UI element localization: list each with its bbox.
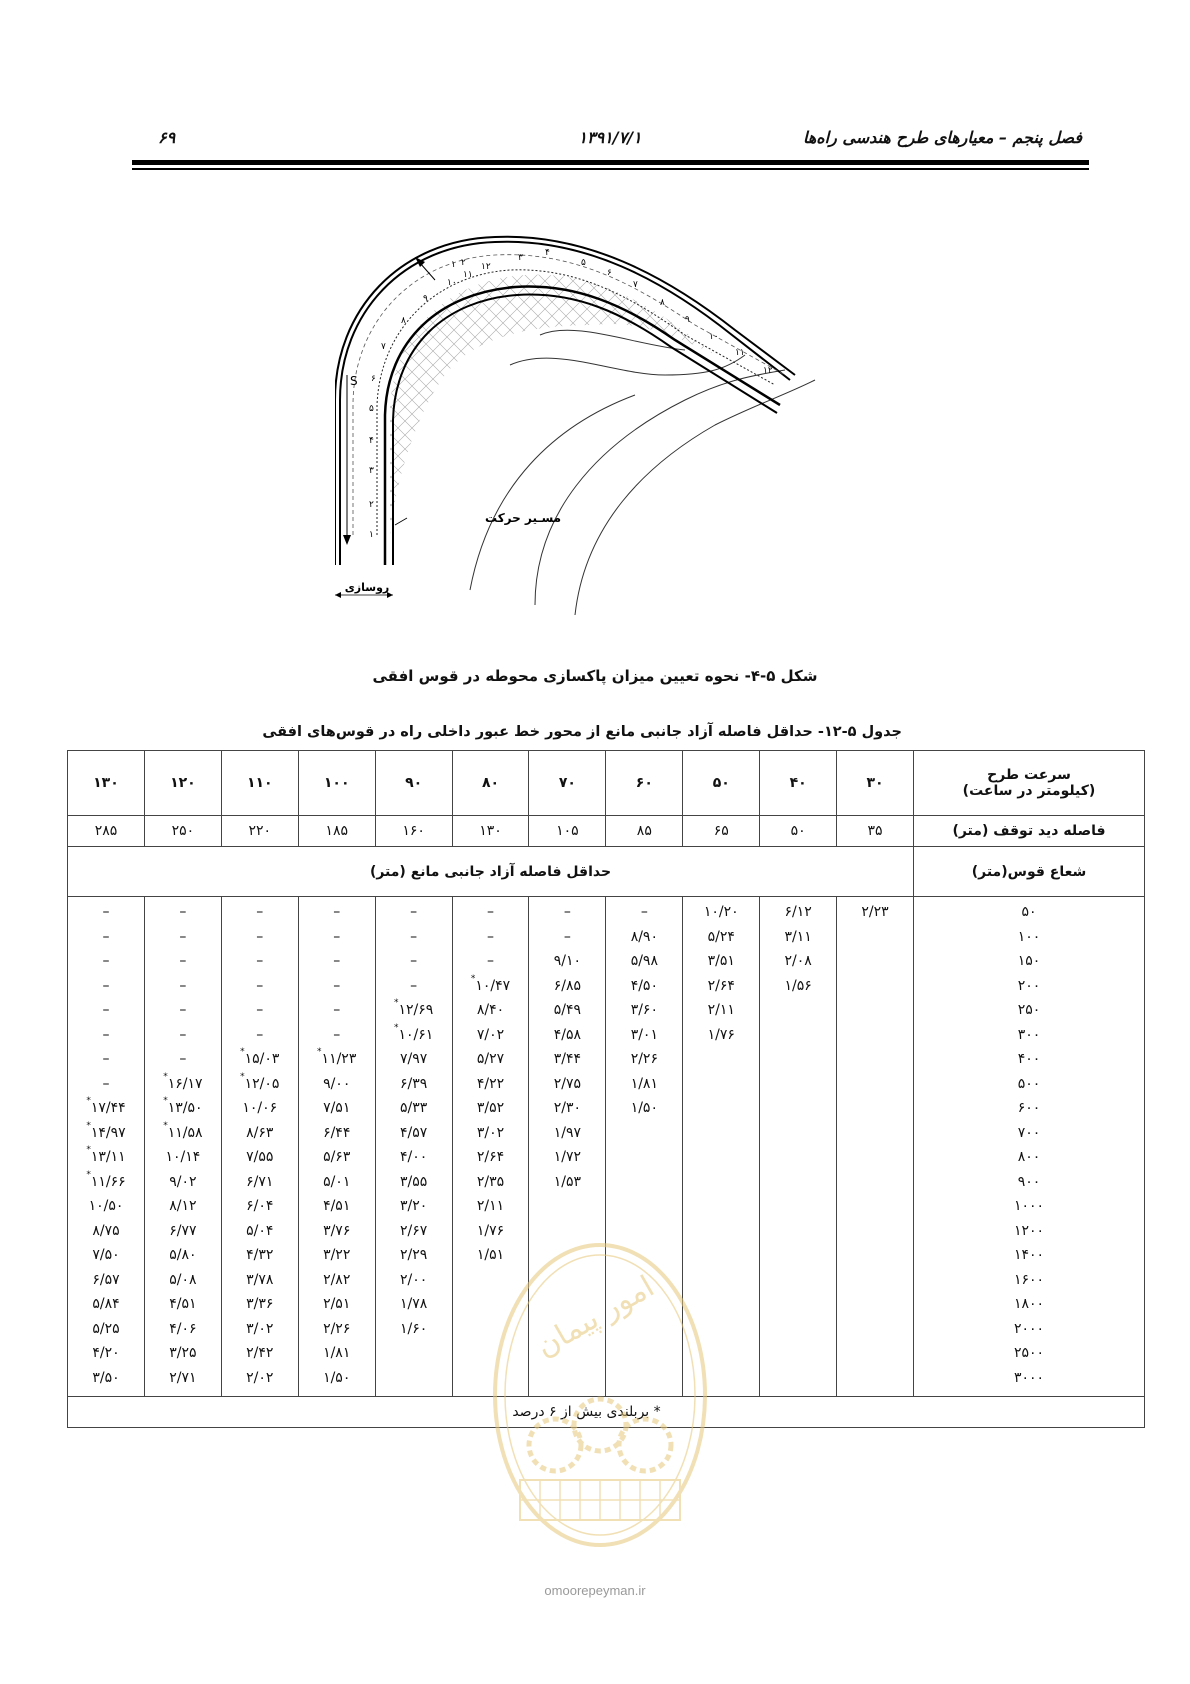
clearance-value: ۳/۱۱ (784, 928, 812, 945)
header-rule-thick (132, 160, 1089, 165)
clearance-value: ۱۴/۹۷* (86, 1120, 126, 1141)
clearance-value: ۶/۷۱ (246, 1173, 274, 1190)
clearance-value: ۱۰/۴۷* (470, 973, 511, 994)
clearance-value: ۵/۸۰ (169, 1247, 197, 1263)
watermark-logo (485, 1230, 715, 1560)
mark-label: ۸ (660, 298, 665, 308)
mark-label: ۱۱ (735, 348, 745, 358)
clearance-value: ۴/۳۲ (246, 1247, 274, 1263)
clearance-value: – (487, 928, 495, 945)
clearance-value: ۱/۵۱ (476, 1247, 505, 1263)
clearance-value: – (102, 1026, 110, 1043)
stopping-cell: ۱۳۰ (452, 816, 529, 847)
header-date: ۱۳۹۱/۷/۱ (578, 128, 642, 147)
clearance-value: ۵/۴۹ (553, 1002, 582, 1018)
clearance-value: ۲/۶۴ (707, 977, 735, 994)
label-pavement: روسازی (344, 581, 390, 594)
radius-value: ۹۰۰ (1017, 1173, 1041, 1190)
clearance-value: ۶/۳۹ (399, 1075, 428, 1092)
clearance-value: ۲/۲۶ (323, 1320, 351, 1337)
value-column (375, 897, 452, 1397)
cleared-area (390, 275, 715, 535)
clearance-value: ۲/۱۱ (476, 1198, 505, 1214)
clearance-value: ۲/۷۵ (553, 1075, 582, 1092)
clearance-value: ۴/۰۶ (169, 1320, 197, 1337)
clearance-value: – (563, 928, 571, 945)
radius-value: ۱۸۰۰ (1013, 1296, 1045, 1312)
clearance-value: ۶/۰۴ (246, 1198, 274, 1214)
clearance-value: ۱/۶۰ (399, 1320, 428, 1337)
radius-value: ۲۰۰ (1017, 977, 1041, 994)
clearance-value: – (333, 1026, 341, 1043)
sight-arrowhead (415, 257, 425, 267)
radius-value: ۱۰۰۰ (1013, 1198, 1045, 1214)
stopping-cell: ۱۸۵ (298, 816, 375, 847)
clearance-value: – (102, 1002, 110, 1018)
clearance-value: ۹/۰۲ (169, 1173, 197, 1190)
clearance-value: ۱۱/۶۶* (86, 1169, 126, 1190)
value-column (68, 897, 145, 1397)
clearance-value: – (410, 904, 418, 920)
clearance-value: – (333, 928, 341, 945)
speed-cell: ۷۰ (529, 751, 606, 816)
clearance-value: – (410, 977, 418, 994)
table-footnote: * بربلندی بیش از ۶ درصد (68, 1397, 1145, 1428)
stopping-cell: ۲۸۵ (68, 816, 145, 847)
clearance-value: ۷/۹۷ (399, 1051, 428, 1067)
radius-value: ۵۰۰ (1017, 1075, 1041, 1092)
clearance-value: ۱/۷۶ (707, 1026, 735, 1043)
clearance-value: – (102, 953, 110, 969)
speed-row (68, 751, 1145, 816)
clearance-value: ۵/۸۴ (92, 1296, 120, 1312)
clearance-value: ۴/۰۰ (399, 1149, 428, 1165)
mark-label: ۱۰ (709, 332, 719, 342)
clearance-value: ۴/۵۰ (630, 977, 658, 994)
clearance-value: ۸/۶۳ (246, 1124, 274, 1141)
clearance-value: – (179, 1002, 187, 1018)
mark-label: ۴ (369, 436, 374, 446)
clearance-value: – (102, 977, 110, 994)
clearance-value: ۱۱/۵۸* (163, 1120, 203, 1141)
clearance-value: – (333, 977, 341, 994)
stopping-cell: ۲۵۰ (144, 816, 221, 847)
speed-cell: ۴۰ (760, 751, 837, 816)
radius-value: ۷۰۰ (1017, 1124, 1041, 1141)
stopping-cell: ۳۵ (837, 816, 914, 847)
clearance-value: – (640, 904, 648, 920)
watermark-text: امور پیمان (530, 1269, 661, 1365)
clearance-value: ۳/۲۰ (399, 1198, 428, 1214)
clearance-value: ۶/۷۷ (169, 1222, 197, 1239)
clearance-value: ۵/۰۴ (246, 1222, 274, 1239)
clearance-value: ۳/۳۶ (246, 1296, 274, 1312)
speed-label-line1: سرعت طرح (987, 767, 1071, 783)
clearance-value: – (179, 1026, 187, 1043)
clearance-value: ۳/۷۶ (323, 1222, 351, 1239)
mark-label: ۶ (607, 268, 612, 278)
clearance-value: ۳/۰۲ (476, 1124, 505, 1141)
radius-value: ۱۶۰۰ (1013, 1271, 1045, 1288)
clearance-value: ۱/۵۰ (323, 1369, 351, 1386)
clearance-value: ۳/۵۲ (476, 1100, 505, 1116)
stopping-row (68, 816, 1145, 847)
clearance-value: ۲/۳۰ (553, 1100, 582, 1116)
clearance-value: – (256, 953, 264, 969)
clearance-value: ۷/۰۲ (476, 1026, 505, 1043)
watermark-url: omoorepeyman.ir (544, 1583, 646, 1598)
clearance-value: – (102, 1075, 110, 1092)
stopping-cell: ۶۵ (683, 816, 760, 847)
clearance-value: ۱۰/۱۴ (165, 1149, 201, 1165)
contour-line (470, 395, 635, 590)
radius-value: ۲۰۰۰ (1013, 1320, 1045, 1337)
clearance-value: ۲/۲۳ (861, 904, 889, 920)
clearance-value: ۱/۸۱ (323, 1345, 351, 1361)
clearance-value: ۱۲/۰۵* (240, 1071, 280, 1092)
clearance-value: ۳/۶۰ (630, 1002, 658, 1018)
mark-label: ۲ (369, 500, 374, 510)
clearance-value: ۵/۲۴ (707, 928, 735, 945)
clearance-value: ۱/۷۶ (476, 1222, 505, 1239)
speed-cell: ۳۰ (837, 751, 914, 816)
clearance-value: ۳/۵۱ (707, 953, 735, 969)
clearance-value: ۳/۲۵ (169, 1345, 197, 1361)
mark-label: ۲ (461, 258, 466, 268)
radius-value: ۱۲۰۰ (1013, 1222, 1045, 1239)
curve-clearance-figure (335, 225, 875, 650)
radius-value: ۲۵۰۰ (1013, 1345, 1045, 1361)
stopping-cell: ۱۰۵ (529, 816, 606, 847)
radius-value: ۴۰۰ (1017, 1051, 1041, 1067)
clearance-value: ۳/۰۲ (246, 1320, 274, 1337)
clearance-value: – (410, 928, 418, 945)
clearance-value: ۲/۰۲ (246, 1369, 274, 1386)
clearance-value: ۱۳/۱۱* (86, 1145, 126, 1165)
clearance-value: ۷/۵۱ (323, 1100, 351, 1116)
clearance-value: ۱/۵۳ (553, 1173, 582, 1190)
clearance-value: ۵/۳۳ (399, 1100, 428, 1116)
clearance-value: ۵/۰۱ (323, 1173, 351, 1190)
radius-value: ۳۰۰۰ (1013, 1369, 1045, 1386)
clearance-value: ۴/۵۱ (323, 1198, 351, 1214)
label-s: S (350, 374, 358, 388)
clearance-value: ۸/۹۰ (630, 928, 658, 945)
speed-cell: ۱۱۰ (221, 751, 298, 816)
stopping-cell: ۸۵ (606, 816, 683, 847)
radius-column (914, 897, 1145, 1397)
clearance-value: – (179, 953, 187, 969)
radius-value: ۱۵۰ (1017, 953, 1041, 969)
clearance-value: ۱۲/۶۹* (393, 998, 434, 1018)
value-column (837, 897, 914, 1397)
mark-label: ۹ (685, 315, 690, 325)
clearance-value: ۲/۱۱ (707, 1002, 735, 1018)
clearance-value: ۱۶/۱۷* (163, 1071, 203, 1092)
clearance-value: ۲/۵۱ (323, 1296, 351, 1312)
clearance-value: – (256, 977, 264, 994)
label-path: مسـیر حرکت (485, 511, 562, 525)
page-number: ۶۹ (158, 128, 176, 147)
clearance-value: ۱/۹۷ (553, 1124, 582, 1141)
clearance-value: ۱/۷۸ (399, 1296, 428, 1312)
value-column (298, 897, 375, 1397)
clearance-value: – (256, 928, 264, 945)
stopping-cell: ۵۰ (760, 816, 837, 847)
figure-caption: شکل ۵-۴- نحوه تعیین میزان پاکسازی محوطه در قوس افقی (372, 667, 818, 685)
speed-cell: ۶۰ (606, 751, 683, 816)
clearance-value: ۴/۲۰ (92, 1345, 120, 1361)
clearance-value: ۱۰/۶۱* (393, 1022, 434, 1043)
mark-label: ۳ (518, 253, 523, 263)
subheader-cell: حداقل فاصله آزاد جانبی مانع (متر) (68, 847, 914, 897)
clearance-value: ۳/۵۰ (92, 1369, 120, 1386)
clearance-value: ۴/۵۸ (553, 1026, 582, 1043)
speed-label-line2: (کیلومتر در ساعت) (962, 783, 1096, 799)
clearance-value: ۶/۵۷ (92, 1271, 120, 1288)
clearance-value: ۲/۰۰ (399, 1271, 428, 1288)
radius-value: ۱۰۰ (1017, 928, 1041, 945)
table-caption: جدول ۵-۱۲- حداقل فاصله آزاد جانبی مانع از محور خط عبور داخلی راه در قوس‌های افقی (262, 724, 902, 740)
contour-line (535, 370, 785, 605)
speed-cell: ۱۰۰ (298, 751, 375, 816)
clearance-value: – (487, 953, 495, 969)
clearance-value: ۸/۴۰ (476, 1002, 505, 1018)
clearance-value: – (102, 1051, 110, 1067)
clearance-value: ۳/۷۸ (246, 1271, 274, 1288)
mark-label: ۵ (369, 404, 374, 414)
clearance-value: ۶/۱۲ (784, 904, 812, 920)
clearance-value: ۷/۵۵ (246, 1149, 274, 1165)
clearance-value: ۵/۲۷ (476, 1051, 505, 1067)
speed-cell: ۵۰ (683, 751, 760, 816)
clearance-value: ۱/۵۶ (784, 977, 812, 994)
clearance-value: – (256, 1026, 264, 1043)
clearance-value: ۱۰/۵۰ (88, 1198, 124, 1214)
clearance-value: ۵/۰۸ (169, 1271, 197, 1288)
clearance-value: ۴/۲۲ (476, 1075, 505, 1092)
clearance-value: – (563, 904, 571, 920)
speed-cell: ۱۳۰ (68, 751, 145, 816)
clearance-value: ۵/۲۵ (92, 1320, 120, 1337)
speed-cell: ۸۰ (452, 751, 529, 816)
mark-label: ۷ (633, 280, 638, 290)
clearance-value: – (179, 1051, 187, 1067)
mark-label: ۱۲ (763, 366, 773, 376)
radius-value: ۸۰۰ (1017, 1149, 1041, 1165)
clearance-value: ۱۱/۲۳* (317, 1047, 357, 1067)
mark-label: ۱ (369, 530, 374, 540)
value-column (221, 897, 298, 1397)
clearance-value: ۱۷/۴۴* (86, 1096, 126, 1116)
mark-label: ۵ (581, 258, 586, 268)
header-rule-thin (132, 168, 1089, 170)
clearance-value: ۵/۶۳ (323, 1149, 351, 1165)
s-arrowhead (343, 535, 351, 545)
clearance-value: ۱۰/۲۰ (703, 904, 739, 920)
clearance-value: – (487, 904, 495, 920)
clearance-value: ۹/۰۰ (323, 1075, 351, 1092)
clearance-value: ۱/۵۰ (630, 1100, 658, 1116)
clearance-value: ۱۳/۵۰* (163, 1096, 203, 1116)
clearance-value: – (179, 904, 187, 920)
speed-cell: ۹۰ (375, 751, 452, 816)
clearance-value: – (256, 1002, 264, 1018)
radius-value: ۱۴۰۰ (1013, 1247, 1045, 1263)
clearance-value: ۱۰/۰۶ (242, 1100, 278, 1116)
clearance-value: ۲/۶۴ (476, 1149, 505, 1165)
mark-label: ۴ (545, 248, 550, 258)
clearance-value: ۸/۱۲ (169, 1198, 197, 1214)
clearance-value: ۳/۵۵ (399, 1173, 428, 1190)
mark-label: ۱ (451, 260, 456, 270)
clearance-value: ۲/۴۲ (246, 1345, 274, 1361)
radius-value: ۶۰۰ (1017, 1100, 1041, 1116)
clearance-value: ۱/۸۱ (630, 1075, 658, 1092)
clearance-value: – (333, 953, 341, 969)
value-column (760, 897, 837, 1397)
clearance-value: ۳/۰۱ (630, 1026, 658, 1043)
stopping-cell: ۱۶۰ (375, 816, 452, 847)
clearance-value: ۸/۷۵ (92, 1222, 120, 1239)
clearance-value: ۲/۳۵ (476, 1173, 505, 1190)
clearance-value: ۲/۷۱ (169, 1369, 197, 1386)
radius-label: شعاع قوس(متر) (914, 847, 1145, 897)
chapter-title: فصل پنجم – معیارهای طرح هندسی راه‌ها (802, 128, 1082, 147)
clearance-value: ۲/۲۶ (630, 1051, 658, 1067)
clearance-value: – (102, 928, 110, 945)
clearance-value: – (179, 977, 187, 994)
clearance-value: ۶/۸۵ (553, 977, 582, 994)
mark-label: ۱۲ (481, 262, 491, 272)
clearance-value: ۲/۶۷ (399, 1222, 428, 1239)
clearance-value: ۴/۵۷ (399, 1124, 428, 1141)
value-column (144, 897, 221, 1397)
contour-line (575, 380, 815, 615)
radius-value: ۵۰ (1021, 904, 1037, 920)
speed-cell: ۱۲۰ (144, 751, 221, 816)
clearance-value: ۲/۰۸ (784, 953, 812, 969)
clearance-value: ۲/۲۹ (399, 1247, 428, 1263)
mark-label: ۸ (401, 316, 406, 326)
clearance-value: ۷/۵۰ (92, 1247, 120, 1263)
radius-value: ۳۰۰ (1017, 1026, 1041, 1043)
clearance-value: ۱/۷۲ (553, 1149, 582, 1165)
stopping-label: فاصله دید توقف (متر) (914, 816, 1145, 847)
mark-label: ۱۰ (447, 278, 457, 288)
clearance-value: ۹/۱۰ (553, 953, 582, 969)
mark-label: ۱۱ (463, 270, 473, 280)
clearance-value: – (102, 904, 110, 920)
clearance-value: ۴/۵۱ (169, 1296, 197, 1312)
mark-label: ۹ (423, 294, 428, 304)
subheader-row (68, 847, 1145, 897)
page-header (130, 128, 1090, 158)
clearance-value: ۱۵/۰۳* (240, 1047, 280, 1067)
clearance-value: ۶/۴۴ (323, 1124, 351, 1141)
mark-label: ۶ (371, 374, 376, 384)
clearance-value: ۳/۲۲ (323, 1247, 351, 1263)
clearance-value: – (256, 904, 264, 920)
clearance-value: – (410, 953, 418, 969)
clearance-value: ۵/۹۸ (630, 953, 658, 969)
clearance-value: – (179, 928, 187, 945)
clearance-value: – (333, 1002, 341, 1018)
mark-label: ۷ (381, 342, 386, 352)
clearance-value: – (333, 904, 341, 920)
clearance-value: ۳/۴۴ (553, 1051, 582, 1067)
speed-label (914, 751, 1145, 816)
clearance-value: ۲/۸۲ (323, 1271, 351, 1288)
stopping-cell: ۲۲۰ (221, 816, 298, 847)
mark-label: ۳ (369, 466, 374, 476)
radius-value: ۲۵۰ (1017, 1002, 1041, 1018)
